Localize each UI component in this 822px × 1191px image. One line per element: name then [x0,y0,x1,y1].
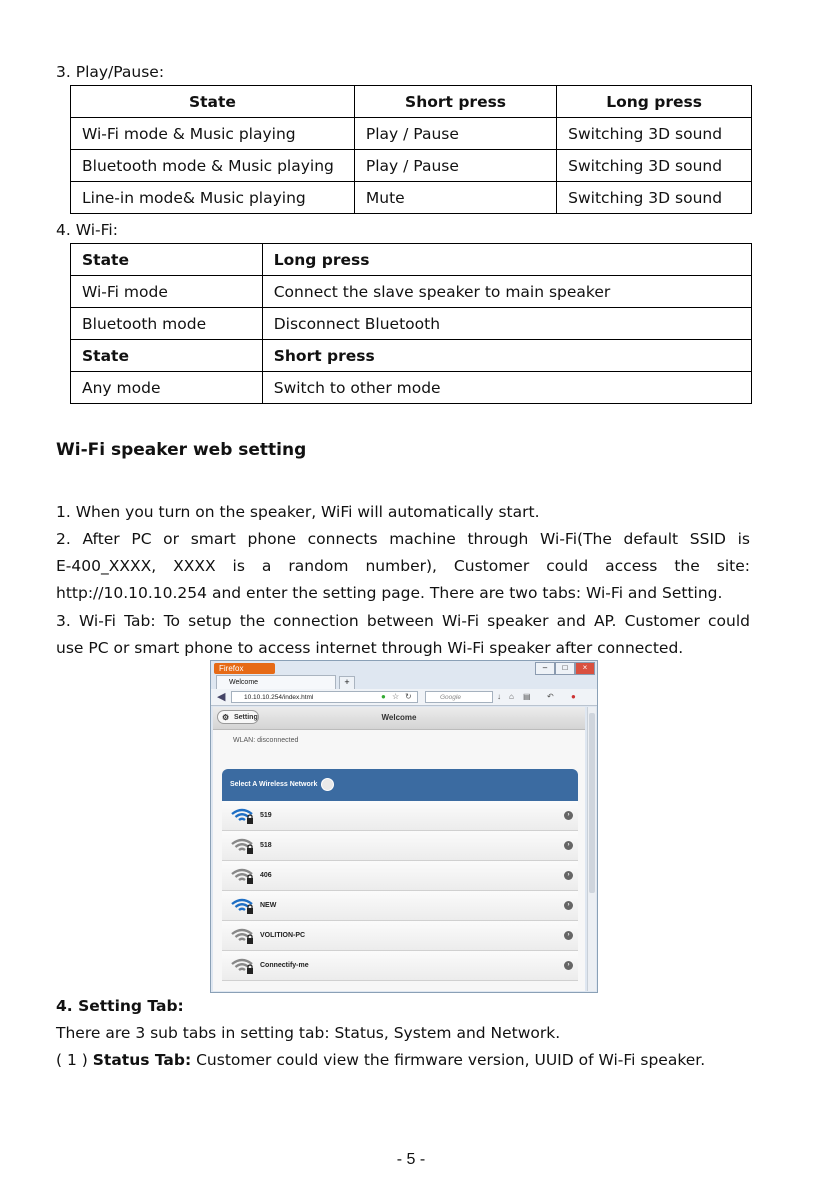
setting-tab-heading: 4. Setting Tab: [56,997,184,1015]
chevron-right-icon: › [564,811,573,820]
table-row [71,372,752,404]
table-header: Short press [354,86,556,118]
network-name: NEW [260,902,277,909]
table-header-row [71,244,752,276]
table-cell: Connect the slave speaker to main speaker [262,276,751,308]
gear-icon: ⚙ [222,713,230,722]
wlan-status: WLAN: disconnected [233,737,299,744]
table-cell: Mute [354,182,556,214]
status-tab-label: Status Tab: [92,1051,192,1069]
wifi-locked-icon [230,807,256,825]
table-cell: Play / Pause [354,150,556,182]
web-setting-heading: Wi-Fi speaker web setting [56,440,307,460]
network-row[interactable] [222,891,578,921]
paragraph: E-400_XXXX, XXXX is a random number), Customer could access the site: [56,557,750,575]
paragraph: http://10.10.10.254 and enter the setting page. There are two tabs: Wi-Fi and Setting. [56,584,723,602]
section4-title: 4. Wi-Fi: [56,221,118,239]
network-list-header [222,769,578,801]
new-tab-button[interactable]: + [339,676,355,690]
table-cell: Disconnect Bluetooth [262,308,751,340]
chevron-right-icon: › [564,871,573,880]
wifi-locked-icon [230,867,256,885]
network-row[interactable] [222,951,578,981]
addon-icon[interactable]: ● [571,692,576,701]
paragraph: 2. After PC or smart phone connects machine through Wi-Fi(The default SSID is [56,530,750,548]
wifi-locked-icon [230,927,256,945]
bookmark-star-icon[interactable]: ☆ [392,692,400,701]
paragraph [56,1047,750,1074]
network-row[interactable] [222,831,578,861]
table-row [71,150,752,182]
url-input[interactable]: 10.10.10.254/index.html [231,691,418,703]
table-cell: Line-in mode& Music playing [71,182,355,214]
download-icon[interactable]: ↓ [497,692,501,701]
network-list-title: Select A Wireless Network [230,781,318,788]
wifi-locked-icon [230,837,256,855]
table-cell: Switching 3D sound [557,118,752,150]
table-cell: Any mode [71,372,263,404]
table-row [71,118,752,150]
table-header: State [71,340,263,372]
page-title: Welcome [381,713,417,722]
paragraph-prefix: ( 1 ) [56,1051,93,1069]
table-cell: Bluetooth mode & Music playing [71,150,355,182]
reload-icon[interactable]: ↻ [405,692,412,701]
network-name: Connectify-me [260,962,309,969]
browser-tab[interactable]: Welcome [216,675,336,689]
section3-title: 3. Play/Pause: [56,63,165,81]
wifi-locked-icon [230,897,256,915]
table-header: State [71,244,263,276]
table-cell: Wi-Fi mode [71,276,263,308]
paragraph: 3. Wi-Fi Tab: To setup the connection between Wi-Fi speaker and AP. Customer could [56,612,750,630]
network-row[interactable] [222,861,578,891]
table-header-row [71,340,752,372]
scrollbar[interactable] [587,707,596,991]
table-cell: Switching 3D sound [557,150,752,182]
refresh-icon[interactable] [321,778,334,791]
home-icon[interactable]: ⌂ [509,692,514,701]
firefox-menu-button[interactable]: Firefox [214,663,275,674]
go-icon[interactable]: ● [381,692,386,701]
network-name: 519 [260,812,272,819]
chevron-right-icon: › [564,841,573,850]
table-cell: Switching 3D sound [557,182,752,214]
page-number: - 5 - [396,1151,426,1168]
table-cell: Wi-Fi mode & Music playing [71,118,355,150]
network-name: 518 [260,842,272,849]
table-header-row [71,86,752,118]
maximize-button[interactable]: □ [555,662,575,675]
close-button[interactable]: × [575,662,595,675]
scrollbar-thumb[interactable] [589,713,595,893]
sidebar-icon[interactable]: ▤ [523,692,531,701]
paragraph: use PC or smart phone to access internet through Wi-Fi speaker after connected. [56,639,684,657]
network-name: 406 [260,872,272,879]
setting-button-label: Setting [234,714,258,721]
network-row[interactable] [222,921,578,951]
chevron-right-icon: › [564,931,573,940]
undo-icon[interactable]: ↶ [547,692,554,701]
table-header: State [71,86,355,118]
table-header: Long press [262,244,751,276]
back-icon[interactable]: ◀ [217,691,226,703]
page-header [213,707,585,730]
paragraph-text: Customer could view the firmware version, UUID of Wi-Fi speaker. [191,1051,706,1069]
paragraph: There are 3 sub tabs in setting tab: Status, System and Network. [56,1024,561,1042]
web-page [213,707,585,991]
table-header: Short press [262,340,751,372]
wifi-locked-icon [230,957,256,975]
chevron-right-icon: › [564,901,573,910]
network-row[interactable] [222,801,578,831]
network-name: VOLITION-PC [260,932,306,939]
table-cell: Switch to other mode [262,372,751,404]
table-header: Long press [557,86,752,118]
wifi-table [70,243,752,404]
table-cell: Bluetooth mode [71,308,263,340]
table-row [71,276,752,308]
minimize-button[interactable]: – [535,662,555,675]
chevron-right-icon: › [564,961,573,970]
table-row [71,308,752,340]
play-pause-table [70,85,752,214]
paragraph: 1. When you turn on the speaker, WiFi will automatically start. [56,503,540,521]
table-cell: Play / Pause [354,118,556,150]
browser-screenshot [210,660,598,993]
search-input[interactable]: Google [425,691,493,703]
table-row [71,182,752,214]
